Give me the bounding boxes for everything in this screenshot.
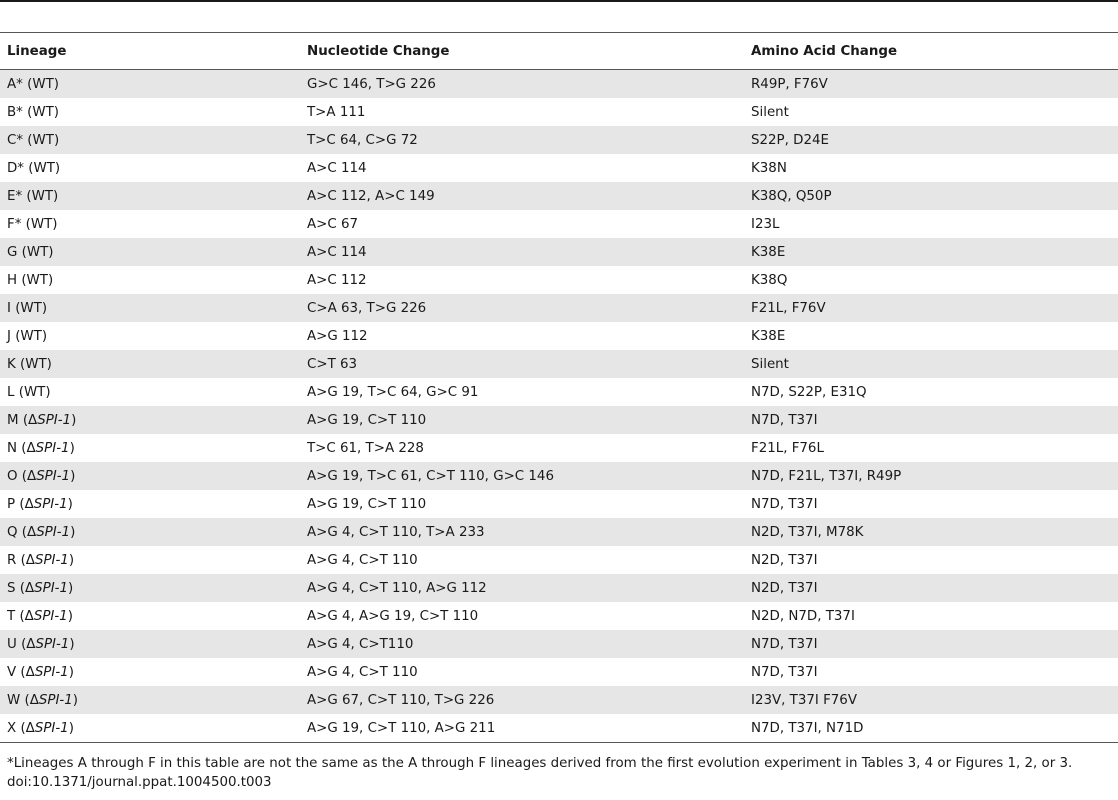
lineage-name: L (WT) bbox=[7, 384, 51, 400]
cell-lineage bbox=[0, 294, 300, 322]
cell-lineage bbox=[0, 322, 300, 350]
table-row bbox=[0, 98, 1118, 126]
lineage-strain-italic: SPI-1 bbox=[38, 692, 73, 708]
table-row bbox=[0, 406, 1118, 434]
cell-amino-acid-change: N2D, T37I bbox=[744, 574, 1118, 602]
lineage-strain-suffix: ) bbox=[71, 412, 77, 428]
lineage-strain-suffix: ) bbox=[70, 468, 76, 484]
lineage-name: W bbox=[7, 692, 25, 708]
cell-nucleotide-change: A>G 4, C>T 110, A>G 112 bbox=[300, 574, 744, 602]
lineage-strain-prefix: (Δ bbox=[21, 468, 37, 484]
table-row bbox=[0, 630, 1118, 658]
table-row bbox=[0, 126, 1118, 154]
footnote-text: *Lineages A through F in this table are not the same as the A through F lineages derived from the first evolution experiment in Tables 3, 4 or Figures 1, 2, or 3. bbox=[7, 756, 1073, 771]
lineage-strain-prefix: (Δ bbox=[24, 692, 39, 708]
cell-amino-acid-change: N7D, T37I bbox=[744, 490, 1118, 518]
cell-lineage bbox=[0, 98, 300, 126]
table-body bbox=[0, 70, 1118, 743]
table-footnote bbox=[0, 743, 1118, 792]
cell-amino-acid-change: K38Q bbox=[744, 266, 1118, 294]
lineage-name: I (WT) bbox=[7, 300, 48, 316]
cell-nucleotide-change: T>A 111 bbox=[300, 98, 744, 126]
table-row bbox=[0, 294, 1118, 322]
cell-amino-acid-change: K38N bbox=[744, 154, 1118, 182]
cell-lineage bbox=[0, 238, 300, 266]
cell-nucleotide-change: A>G 4, C>T 110 bbox=[300, 658, 744, 686]
lineage-strain-prefix: (Δ bbox=[19, 496, 34, 512]
cell-amino-acid-change: N7D, T37I bbox=[744, 658, 1118, 686]
cell-nucleotide-change: A>C 114 bbox=[300, 238, 744, 266]
table-row bbox=[0, 434, 1118, 462]
table-row bbox=[0, 322, 1118, 350]
cell-amino-acid-change: R49P, F76V bbox=[744, 70, 1118, 99]
header-nucleotide-change: Nucleotide Change bbox=[300, 33, 744, 70]
lineage-strain-italic: SPI-1 bbox=[36, 524, 71, 540]
lineage-name: N bbox=[7, 440, 22, 456]
lineage-strain-italic: SPI-1 bbox=[33, 496, 68, 512]
lineage-strain-prefix: (Δ bbox=[19, 608, 34, 624]
mutation-table bbox=[0, 33, 1118, 743]
lineage-name: M bbox=[7, 412, 23, 428]
cell-lineage bbox=[0, 462, 300, 490]
lineage-strain-italic: SPI-1 bbox=[34, 580, 69, 596]
lineage-strain-prefix: (Δ bbox=[19, 580, 35, 596]
cell-nucleotide-change: A>G 19, C>T 110, A>G 211 bbox=[300, 714, 744, 743]
table-row bbox=[0, 462, 1118, 490]
cell-nucleotide-change: A>G 19, C>T 110 bbox=[300, 406, 744, 434]
lineage-strain-suffix: ) bbox=[69, 636, 75, 652]
cell-nucleotide-change: C>T 63 bbox=[300, 350, 744, 378]
cell-lineage bbox=[0, 154, 300, 182]
header-amino-acid-change: Amino Acid Change bbox=[744, 33, 1118, 70]
cell-lineage bbox=[0, 126, 300, 154]
lineage-name: O bbox=[7, 468, 22, 484]
cell-lineage bbox=[0, 658, 300, 686]
table-row bbox=[0, 70, 1118, 99]
table-row bbox=[0, 378, 1118, 406]
cell-nucleotide-change: A>C 114 bbox=[300, 154, 744, 182]
table-row bbox=[0, 518, 1118, 546]
lineage-name: Q bbox=[7, 524, 22, 540]
cell-lineage bbox=[0, 546, 300, 574]
cell-lineage bbox=[0, 350, 300, 378]
cell-nucleotide-change: A>C 112 bbox=[300, 266, 744, 294]
cell-amino-acid-change: N2D, N7D, T37I bbox=[744, 602, 1118, 630]
lineage-strain-suffix: ) bbox=[68, 664, 74, 680]
lineage-name: F* (WT) bbox=[7, 216, 58, 232]
cell-nucleotide-change: T>C 64, C>G 72 bbox=[300, 126, 744, 154]
cell-amino-acid-change: N7D, T37I bbox=[744, 630, 1118, 658]
cell-lineage bbox=[0, 490, 300, 518]
lineage-name: E* (WT) bbox=[7, 188, 59, 204]
cell-amino-acid-change: I23V, T37I F76V bbox=[744, 686, 1118, 714]
cell-nucleotide-change: A>G 19, T>C 61, C>T 110, G>C 146 bbox=[300, 462, 744, 490]
cell-lineage bbox=[0, 406, 300, 434]
lineage-name: S bbox=[7, 580, 20, 596]
lineage-strain-suffix: ) bbox=[67, 608, 73, 624]
lineage-strain-suffix: ) bbox=[69, 440, 75, 456]
cell-lineage bbox=[0, 714, 300, 743]
lineage-strain-italic: SPI-1 bbox=[33, 608, 68, 624]
cell-lineage bbox=[0, 574, 300, 602]
lineage-name: T bbox=[7, 608, 20, 624]
table-row bbox=[0, 266, 1118, 294]
cell-lineage bbox=[0, 686, 300, 714]
cell-nucleotide-change: T>C 61, T>A 228 bbox=[300, 434, 744, 462]
cell-amino-acid-change: Silent bbox=[744, 350, 1118, 378]
cell-amino-acid-change: F21L, F76L bbox=[744, 434, 1118, 462]
table-row bbox=[0, 238, 1118, 266]
cell-nucleotide-change: A>C 112, A>C 149 bbox=[300, 182, 744, 210]
table-row bbox=[0, 490, 1118, 518]
cell-amino-acid-change: K38Q, Q50P bbox=[744, 182, 1118, 210]
table-row bbox=[0, 182, 1118, 210]
lineage-strain-italic: SPI-1 bbox=[34, 664, 69, 680]
cell-amino-acid-change: K38E bbox=[744, 238, 1118, 266]
lineage-strain-prefix: (Δ bbox=[20, 720, 35, 736]
lineage-strain-italic: SPI-1 bbox=[35, 440, 70, 456]
cell-lineage bbox=[0, 602, 300, 630]
cell-amino-acid-change: F21L, F76V bbox=[744, 294, 1118, 322]
lineage-strain-suffix: ) bbox=[68, 580, 74, 596]
lineage-strain-suffix: ) bbox=[67, 496, 73, 512]
table-row bbox=[0, 350, 1118, 378]
cell-amino-acid-change: S22P, D24E bbox=[744, 126, 1118, 154]
cell-amino-acid-change: N7D, T37I bbox=[744, 406, 1118, 434]
cell-nucleotide-change: C>A 63, T>G 226 bbox=[300, 294, 744, 322]
table-row bbox=[0, 154, 1118, 182]
lineage-name: G (WT) bbox=[7, 244, 54, 260]
lineage-strain-italic: SPI-1 bbox=[34, 720, 69, 736]
cell-nucleotide-change: A>G 4, C>T110 bbox=[300, 630, 744, 658]
lineage-name: D* (WT) bbox=[7, 160, 61, 176]
footnote-doi: doi:10.1371/journal.ppat.1004500.t003 bbox=[7, 775, 272, 790]
lineage-strain-italic: SPI-1 bbox=[37, 412, 72, 428]
cell-amino-acid-change: N2D, T37I, M78K bbox=[744, 518, 1118, 546]
cell-nucleotide-change: A>G 19, C>T 110 bbox=[300, 490, 744, 518]
cell-amino-acid-change: N7D, T37I, N71D bbox=[744, 714, 1118, 743]
lineage-strain-prefix: (Δ bbox=[20, 552, 35, 568]
lineage-strain-suffix: ) bbox=[72, 692, 79, 708]
table-row bbox=[0, 714, 1118, 743]
table-row bbox=[0, 658, 1118, 686]
lineage-strain-prefix: (Δ bbox=[20, 664, 35, 680]
lineage-name: A* (WT) bbox=[7, 76, 59, 92]
cell-lineage bbox=[0, 266, 300, 294]
lineage-name: H (WT) bbox=[7, 272, 54, 288]
lineage-name: X bbox=[7, 720, 21, 736]
cell-amino-acid-change: N2D, T37I bbox=[744, 546, 1118, 574]
cell-lineage bbox=[0, 182, 300, 210]
lineage-strain-suffix: ) bbox=[68, 720, 74, 736]
lineage-name: R bbox=[7, 552, 21, 568]
cell-nucleotide-change: A>G 67, C>T 110, T>G 226 bbox=[300, 686, 744, 714]
lineage-name: J (WT) bbox=[7, 328, 48, 344]
lineage-strain-suffix: ) bbox=[70, 524, 76, 540]
cell-amino-acid-change: I23L bbox=[744, 210, 1118, 238]
header-lineage: Lineage bbox=[0, 33, 300, 70]
lineage-strain-prefix: (Δ bbox=[21, 440, 36, 456]
cell-amino-acid-change: N7D, S22P, E31Q bbox=[744, 378, 1118, 406]
lineage-name: P bbox=[7, 496, 20, 512]
table-row bbox=[0, 686, 1118, 714]
cell-nucleotide-change: A>C 67 bbox=[300, 210, 744, 238]
table-row bbox=[0, 546, 1118, 574]
cell-nucleotide-change: A>G 4, C>T 110 bbox=[300, 546, 744, 574]
cell-amino-acid-change: K38E bbox=[744, 322, 1118, 350]
lineage-name: U bbox=[7, 636, 22, 652]
table-row bbox=[0, 210, 1118, 238]
table-row bbox=[0, 574, 1118, 602]
cell-amino-acid-change: Silent bbox=[744, 98, 1118, 126]
lineage-name: B* (WT) bbox=[7, 104, 60, 120]
table-row bbox=[0, 602, 1118, 630]
cell-lineage bbox=[0, 70, 300, 99]
lineage-strain-italic: SPI-1 bbox=[36, 468, 71, 484]
cell-lineage bbox=[0, 378, 300, 406]
lineage-name: V bbox=[7, 664, 21, 680]
lineage-strain-italic: SPI-1 bbox=[35, 636, 70, 652]
cell-nucleotide-change: A>G 112 bbox=[300, 322, 744, 350]
cell-amino-acid-change: N7D, F21L, T37I, R49P bbox=[744, 462, 1118, 490]
caption-area bbox=[0, 2, 1118, 33]
cell-lineage bbox=[0, 518, 300, 546]
cell-lineage bbox=[0, 210, 300, 238]
cell-nucleotide-change: G>C 146, T>G 226 bbox=[300, 70, 744, 99]
cell-lineage bbox=[0, 434, 300, 462]
lineage-name: C* (WT) bbox=[7, 132, 60, 148]
lineage-strain-prefix: (Δ bbox=[21, 524, 37, 540]
lineage-strain-suffix: ) bbox=[68, 552, 75, 568]
cell-nucleotide-change: A>G 4, A>G 19, C>T 110 bbox=[300, 602, 744, 630]
cell-nucleotide-change: A>G 4, C>T 110, T>A 233 bbox=[300, 518, 744, 546]
lineage-strain-italic: SPI-1 bbox=[34, 552, 69, 568]
cell-nucleotide-change: A>G 19, T>C 64, G>C 91 bbox=[300, 378, 744, 406]
lineage-strain-prefix: (Δ bbox=[22, 412, 38, 428]
header-row bbox=[0, 33, 1118, 70]
cell-lineage bbox=[0, 630, 300, 658]
lineage-name: K (WT) bbox=[7, 356, 52, 372]
lineage-strain-prefix: (Δ bbox=[21, 636, 36, 652]
